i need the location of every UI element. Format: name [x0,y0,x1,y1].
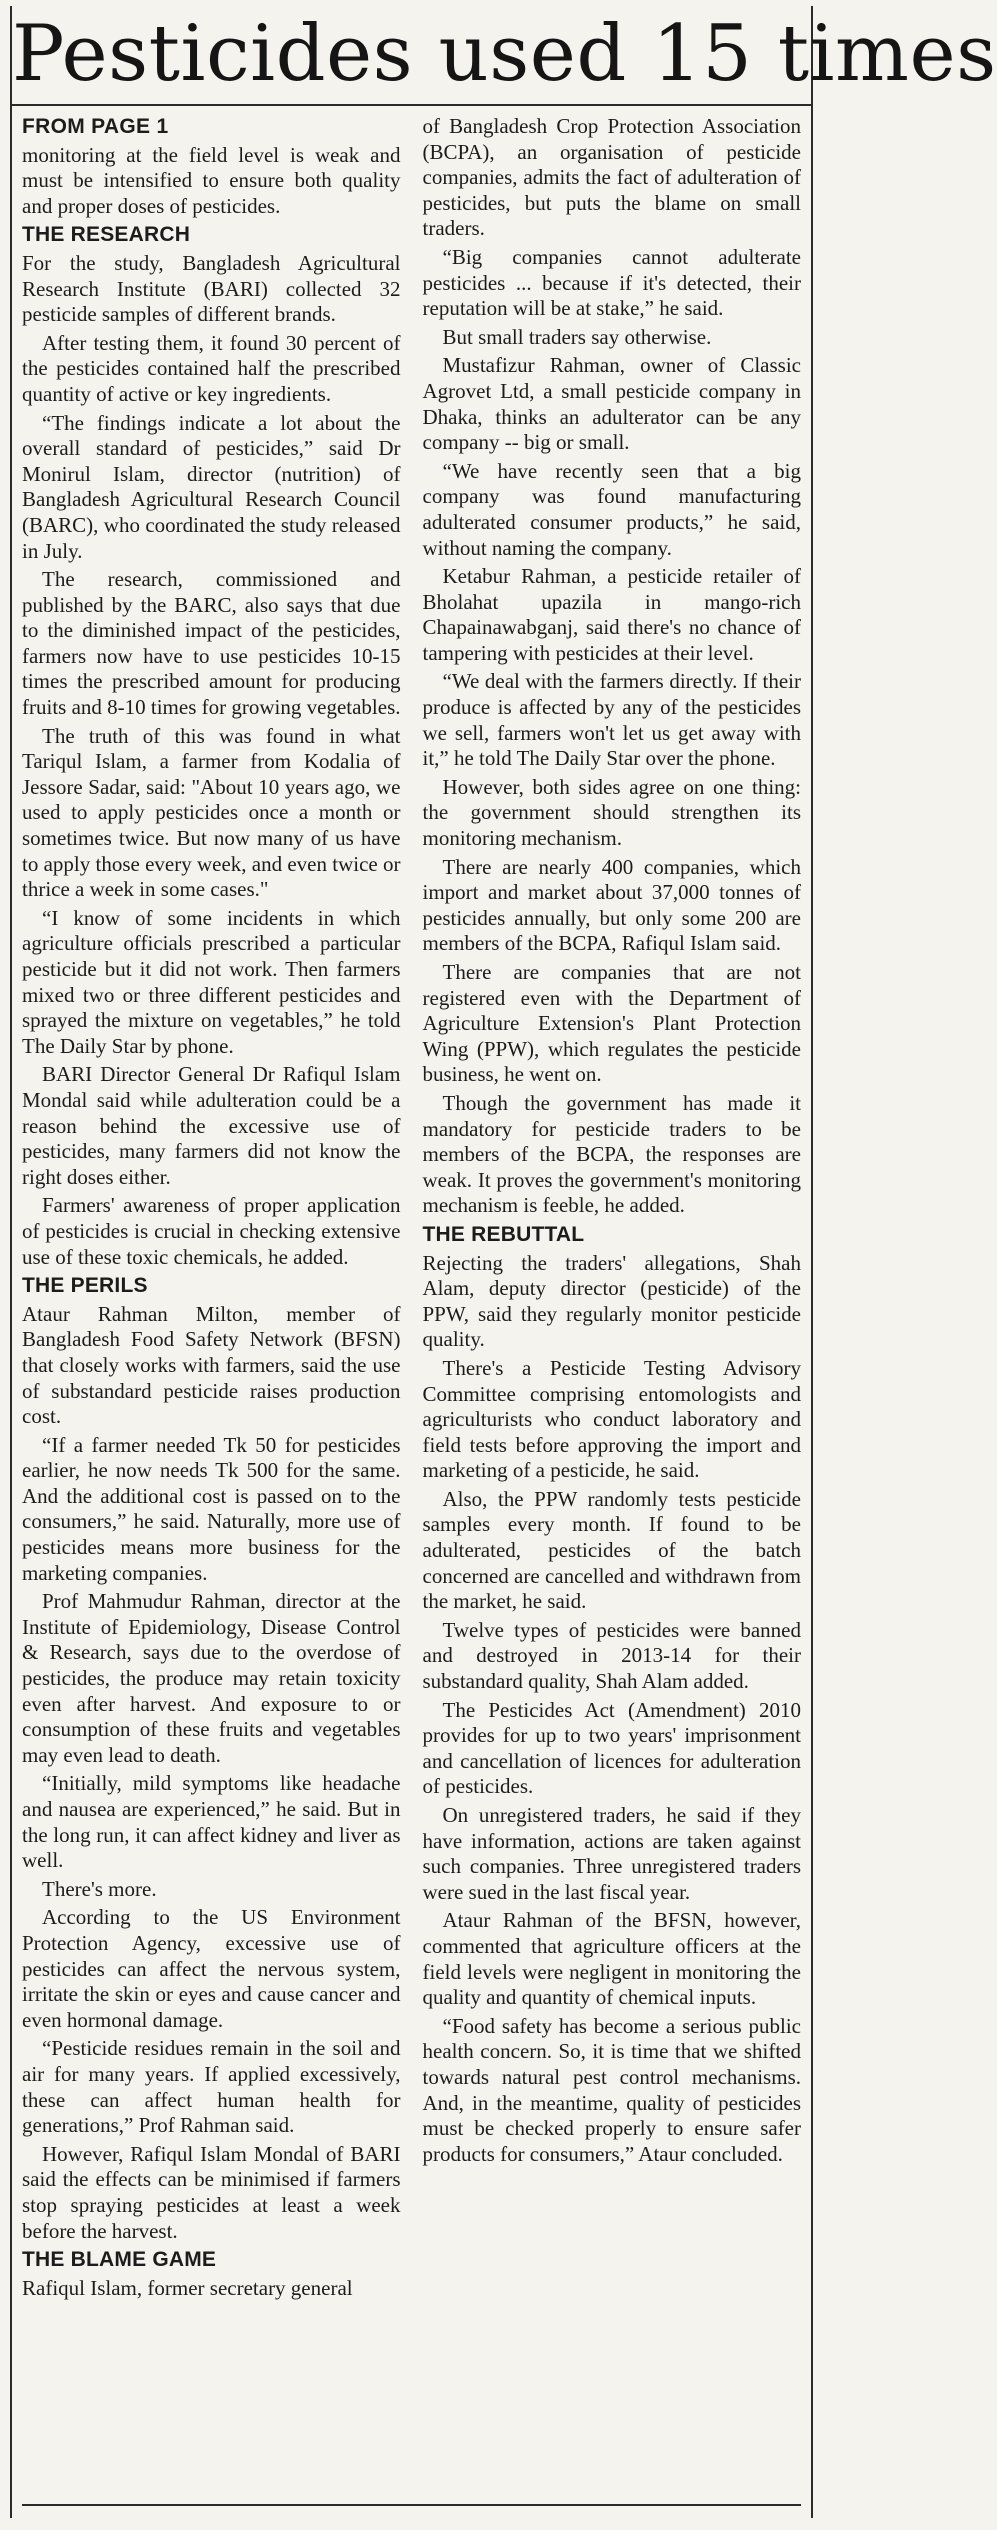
left-column-paragraph: The research, commissioned and published by the BARC, also says that due to the diminished impact of the pesticides, farmers now have to use pesticides 10-15 times the prescribed amount for producing fruits and 8-10 times for growing vegetables. [22,567,401,720]
left-column-paragraph: BARI Director General Dr Rafiqul Islam Mondal said while adulteration could be a reason behind the excessive use of pesticides, many farmers did not know the right doses either. [22,1062,401,1189]
left-column-paragraph: monitoring at the field level is weak and must be intensified to ensure both quality and proper doses of pesticides. [22,142,401,218]
article-frame [10,6,997,2518]
section-heading: THE BLAME GAME [22,2248,217,2272]
right-column-paragraph: Rejecting the traders' allegations, Shah Alam, deputy director (pesticide) of the PPW, said they regularly monitor pesticide quality. [422,1250,801,1352]
right-column-paragraph: There are companies that are not registered even with the Department of Agriculture Extension's Plant Protection Wing (PPW), which regulates the pesticide business, he went on. [422,960,801,1087]
left-column-paragraph: For the study, Bangladesh Agricultural Research Institute (BARI) collected 32 pesticide samples of different brands. [22,250,401,327]
headline-rule [12,104,811,106]
right-column-paragraph: But small traders say otherwise. [442,324,712,349]
headline: Pesticides used 15 times [12,9,997,99]
left-column-paragraph: “Pesticide residues remain in the soil and air for many years. If applied excessively, these can affect human health for generations,” Prof Rahman said. [22,2036,401,2138]
left-column-paragraph: “If a farmer needed Tk 50 for pesticides earlier, he now needs Tk 500 for the same. And the additional cost is passed on to the consumers,” he said. Naturally, more use of pesticides means more business for the marketing companies. [22,1432,401,1585]
left-column-paragraph: However, Rafiqul Islam Mondal of BARI said the effects can be minimised if farmers stop spraying pesticides at least a week before the harvest. [22,2141,401,2243]
left-column-paragraph: The truth of this was found in what Tariqul Islam, a farmer from Kodalia of Jessore Sadar, said: "About 10 years ago, we used to apply pesticides once a month or sometimes twice. But now many of us have to apply those every week, and even twice or thrice a week in some cases." [22,723,401,902]
left-column-paragraph: Prof Mahmudur Rahman, director at the Institute of Epidemiology, Disease Control & Research, says due to the overdose of pesticides, the produce may retain toxicity even after harvest. And exposure to or consumption of these fruits and vegetables may even lead to death. [22,1589,401,1767]
left-column-paragraph: Rafiqul Islam, former secretary general [22,2275,353,2300]
left-column-paragraph: According to the US Environment Protection Agency, excessive use of pesticides can affect the nervous system, irritate the skin or eyes and cause cancer and even hormonal damage. [22,1905,401,2032]
right-column-paragraph: Also, the PPW randomly tests pesticide samples every month. If found to be adulterated, pesticides of the batch concerned are cancelled and withdrawn from the market, he said. [422,1486,801,1614]
left-column-paragraph: Ataur Rahman Milton, member of Bangladesh Food Safety Network (BFSN) that closely works with farmers, said the use of substandard pesticide raises production cost. [22,1301,401,1429]
left-column-paragraph: After testing them, it found 30 percent of the pesticides contained half the prescribed quantity of active or key ingredients. [22,330,401,406]
left-column-paragraph: “The findings indicate a lot about the overall standard of pesticides,” said Dr Monirul Islam, director (nutrition) of Bangladesh Agricultural Research Council (BARC), who coordinated the study released in July. [22,410,401,563]
right-column-paragraph: Mustafizur Rahman, owner of Classic Agrovet Ltd, a small pesticide company in Dhaka, thinks an adulterator can be any company -- big or small. [422,353,801,455]
left-column-paragraph: There's more. [42,1876,157,1901]
right-column-paragraph: Twelve types of pesticides were banned and destroyed in 2013-14 for their substandard quality, Shah Alam added. [422,1617,801,1694]
left-column-paragraph: “Initially, mild symptoms like headache and nausea are experienced,” he said. But in the long run, it can affect kidney and liver as well. [22,1771,401,1873]
right-column-paragraph: However, both sides agree on one thing: the government should strengthen its monitoring mechanism. [422,774,801,851]
right-column-paragraph: Though the government has made it mandatory for pesticide traders to be members of the BCPA, the responses are weak. It proves the government's monitoring mechanism is feeble, he added. [422,1090,801,1218]
right-column-paragraph: “We have recently seen that a big company was found manufacturing adulterated consumer products,” he said, without naming the company. [422,458,801,560]
left-column-paragraph: Farmers' awareness of proper application of pesticides is crucial in checking extensive use of these toxic chemicals, he added. [22,1193,401,1269]
left-column [22,114,401,2304]
section-heading: THE PERILS [22,1274,148,1298]
right-column-paragraph: Ketabur Rahman, a pesticide retailer of Bholahat upazila in mango-rich Chapainawabganj, said there's no chance of tampering with pesticides at their level. [422,564,801,665]
right-column-paragraph: “We deal with the farmers directly. If their produce is affected by any of the pesticides we sell, farmers won't let us get away with it,” he told The Daily Star over the phone. [422,669,801,771]
section-heading: THE REBUTTAL [422,1222,585,1246]
right-column [423,114,802,2304]
right-column-paragraph: There are nearly 400 companies, which import and market about 37,000 tonnes of pesticides annually, but only some 200 are members of the BCPA, Rafiqul Islam said. [422,854,801,956]
right-column-paragraph: On unregistered traders, he said if they have information, actions are taken against such companies. Three unregistered traders were sued in the last fiscal year. [422,1803,801,1904]
article-body [12,114,811,2304]
right-column-paragraph: of Bangladesh Crop Protection Association (BCPA), an organisation of pesticide companies, admits the fact of adulteration of pesticides, but puts the blame on small traders. [422,114,801,241]
right-column-paragraph: “Big companies cannot adulterate pesticides ... because if it's detected, their reputation will be at stake,” he said. [422,244,801,321]
right-column-paragraph: There's a Pesticide Testing Advisory Committee comprising entomologists and agriculturists who conduct laboratory and field tests before approving the import and marketing of a pesticide, he said. [422,1355,801,1483]
right-column-paragraph: Ataur Rahman of the BFSN, however, commented that agriculture officers at the field levels were negligent in monitoring the quality and quantity of chemical inputs. [422,1908,801,2010]
right-column-paragraph: The Pesticides Act (Amendment) 2010 provides for up to two years' imprisonment and cancellation of licences for adulteration of pesticides. [422,1697,801,1799]
left-column-paragraph: “I know of some incidents in which agriculture officials prescribed a particular pesticide but it did not work. Then farmers mixed two or three different pesticides and sprayed the mixture on vegetables,” he told The Daily Star by phone. [22,905,401,1058]
from-page-kicker: FROM PAGE 1 [22,115,169,138]
right-column-paragraph: “Food safety has become a serious public health concern. So, it is time that we shifted towards natural pest control mechanisms. And, in the meantime, quality of pesticides must be checked properly to ensure safer products for consumers,” Ataur concluded. [422,2013,801,2166]
bottom-rule [22,2504,801,2506]
section-heading: THE RESEARCH [22,223,191,247]
